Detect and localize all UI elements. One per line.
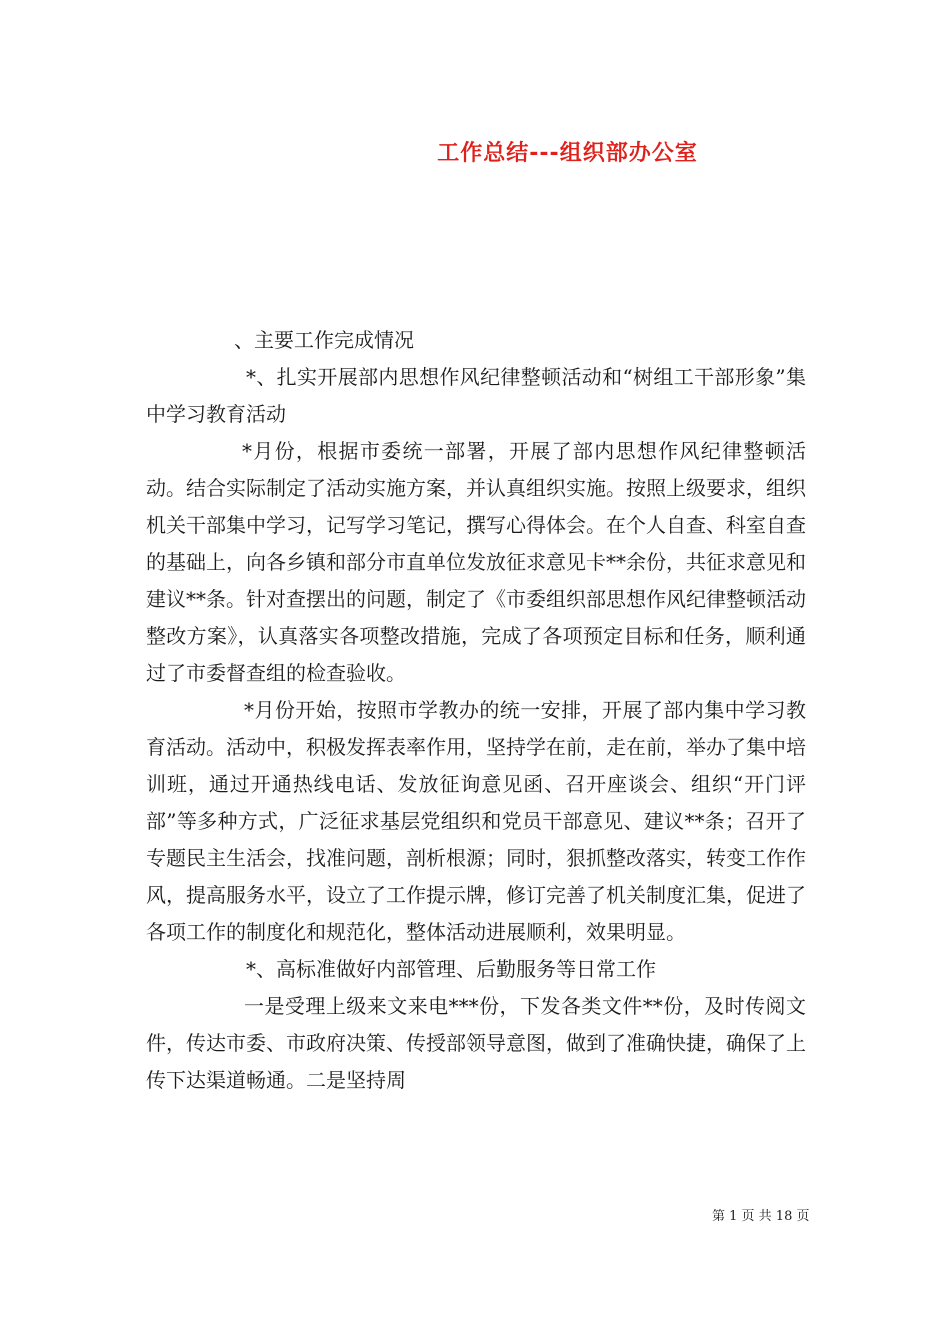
section-heading-main-work: 、主要工作完成情况: [234, 328, 414, 352]
subsection-heading-daily-work: *、高标准做好内部管理、后勤服务等日常工作: [246, 957, 656, 981]
paragraph-rectification-activity: *月份，根据市委统一部署，开展了部内思想作风纪律整顿活动。结合实际制定了活动实施方案，并认真组织实施。按照上级要求，组织机关干部集中学习，记写学习笔记，撰写心得体会。在个人自查、科室自查的基础上，向各乡镇和部分市直单位发放征求意见卡**余份，共征求意见和建议**条。针对查摆出的问题，制定了《市委组织部思想作风纪律整顿活动整改方案》，认真落实各项整改措施，完成了各项预定目标和任务，顺利通过了市委督查组的检查验收。: [146, 439, 806, 685]
page-number-footer: 第 1 页 共 18 页: [712, 1209, 810, 1224]
subsection-heading-rectification: *、扎实开展部内思想作风纪律整顿活动和“树组工干部形象”集中学习教育活动: [146, 365, 806, 426]
paragraph-education-activity: *月份开始，按照市学教办的统一安排，开展了部内集中学习教育活动。活动中，积极发挥表率作用，坚持学在前，走在前，举办了集中培训班，通过开通热线电话、发放征询意见函、召开座谈会、组织“开门评部”等多种方式，广泛征求基层党组织和党员干部意见、建议**条；召开了专题民主生活会，找准问题，剖析根源；同时，狠抓整改落实，转变工作作风，提高服务水平，设立了工作提示牌，修订完善了机关制度汇集，促进了各项工作的制度化和规范化，整体活动进展顺利，效果明显。: [146, 698, 806, 944]
document-title: 工作总结---组织部办公室: [437, 141, 698, 166]
paragraph-document-handling: 一是受理上级来文来电***份，下发各类文件**份，及时传阅文件，传达市委、市政府决策、传授部领导意图，做到了准确快捷，确保了上传下达渠道畅通。二是坚持周: [146, 994, 806, 1092]
document-body: [146, 322, 806, 1099]
